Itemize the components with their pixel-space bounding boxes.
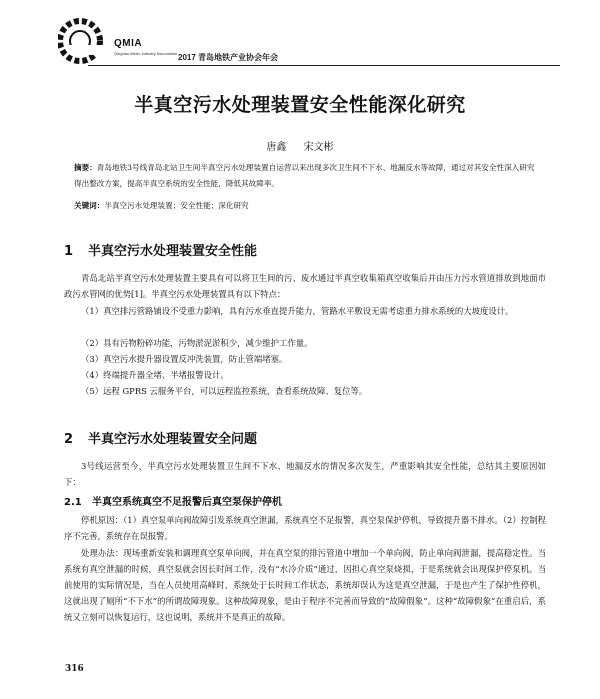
subsection-2-1-heading: [64, 493, 282, 508]
section-1-item-4: （4）终端提升器全堵、半堵报警设计。: [81, 370, 229, 380]
logo-text: QMIA: [114, 38, 143, 49]
section-2-intro: 3号线运营至今，半真空污水处理装置卫生间不下水、地漏反水的情况多次发生，严重影响其安全性能，总结其主要原因如下：: [64, 461, 546, 487]
section-1-intro: 青岛北站半真空污水处理装置主要具有可以将卫生间的污、废水通过半真空收集箱真空收集后并由压力污水管道排放到地面市政污水管网的优势[1]。半真空污水处理装置具有以下特点：: [64, 273, 546, 299]
page-number: 316: [65, 664, 84, 674]
subsection-2-1-cause: 停机原因：（1）真空泵单向阀故障引发系统真空泄漏，系统真空不足报警，真空泵保护停机，导致提升器不排水。（2）控制程序不完善，系统存在误报警。: [64, 515, 546, 541]
subsection-2-1-title: 半真空系统真空不足报警后真空泵保护停机: [92, 497, 282, 508]
abstract-text: 青岛地铁3号线青岛北站卫生间半真空污水处理装置自运营以来出现多次卫生间不下水、地漏反水等故障，通过对其安全性深入研究得出整改方案，提高半真空系统的安全性能，降低其故障率。: [74, 163, 535, 188]
section-1-item-5: （5）远程 GPRS 云服务平台，可以远程监控系统，查看系统故障、复位等。: [81, 386, 368, 396]
abstract: [74, 160, 536, 192]
author-1: 唐鑫: [266, 142, 287, 153]
section-2-title: 半真空污水处理装置安全问题: [88, 432, 258, 447]
section-2-heading: [64, 428, 257, 447]
subsection-2-1-number: 2.1: [64, 497, 82, 508]
author-2: 宋文彬: [303, 142, 334, 153]
abstract-label: 摘要：: [74, 163, 97, 172]
keywords-label: 关键词：: [74, 201, 105, 210]
conference-name: 2017 青岛地铁产业协会年会: [178, 53, 279, 62]
section-1-item-3: （3）真空污水提升器设置反冲洗装置，防止管端堵塞。: [81, 354, 288, 364]
qmia-logo-icon: [58, 14, 112, 68]
section-1-title: 半真空污水处理装置安全性能: [88, 244, 258, 259]
keywords: [74, 200, 249, 211]
section-1-number: 1: [64, 244, 74, 259]
section-1-item-1: （1）真空排污管路铺设不受重力影响，具有污水垂直提升能力，管路水平敷设无需考虑重力排水系统的大坡度设计。: [81, 306, 514, 316]
section-1-heading: [64, 240, 257, 259]
logo-subtitle: Qingdao Metro Industry Association: [114, 51, 178, 56]
keywords-text: 半真空污水处理装置；安全性能；深化研究: [104, 201, 249, 210]
authors: [0, 138, 600, 153]
subsection-2-1-fix: 处理办法：现场重新安装和调理真空泵单向阀，并在真空泵的排污管道中增加一个单向阀，防止单向阀泄漏，提高稳定性。当系统有真空泄漏的时候，真空泵就会因长时间工作，没有“水冷介质”通过，因担心真空泵烧损，于是系统就会出现保护停泵机。当前使用的实际情况是，当在人员使用高峰时，系统处于长时间工作状态，系统却误认为这是真空泄漏，于是也产生了保护性停机，这就出现了厕所“不下水”的所谓故障现象。这种故障现象，是由于程序不完善而导致的“故障假象”。这种“故障假象”在重启后，系统又立刻可以恢复运行，这也说明，系统并不是真正的故障。: [64, 548, 546, 622]
header-divider: [88, 65, 560, 66]
paper-title: 半真空污水处理装置安全性能深化研究: [134, 94, 466, 116]
section-1-item-2: （2）具有污物粉碎功能，污物淤泥淤积少，减少维护工作量。: [81, 338, 313, 348]
section-2-number: 2: [64, 432, 74, 447]
